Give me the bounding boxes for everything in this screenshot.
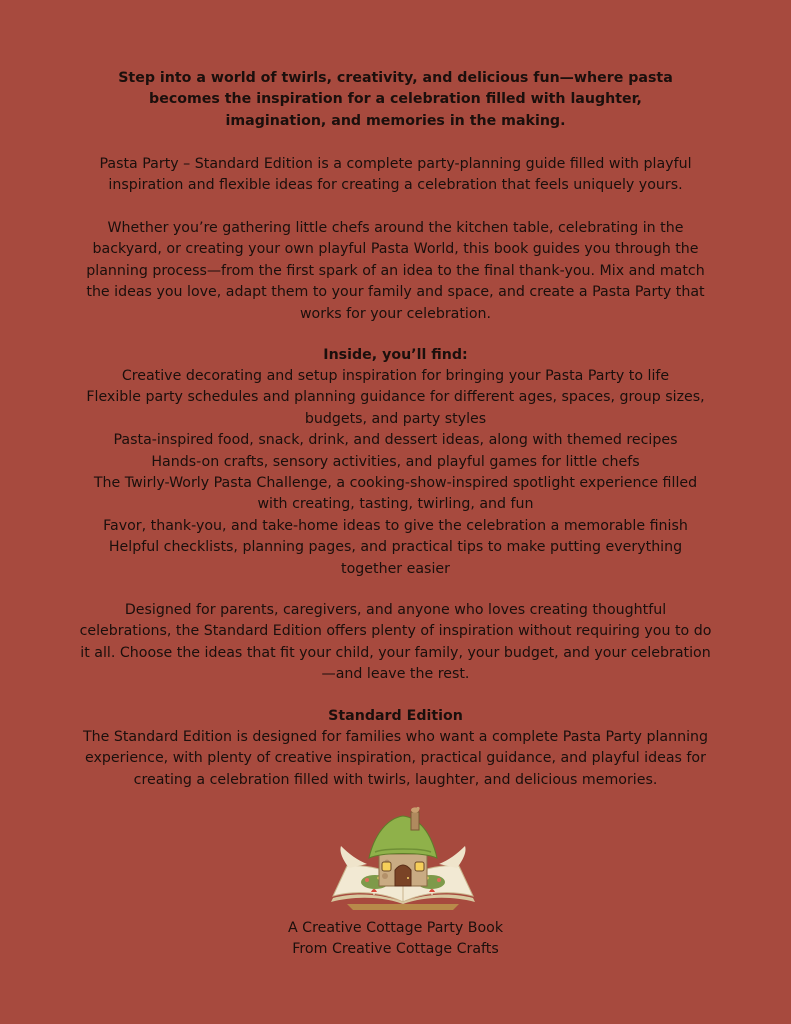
paragraph-line: backyard, or creating your own playful Pasta World, this book guides you through the — [92, 241, 699, 258]
inside-heading: Inside, you’ll find: — [323, 347, 468, 363]
paragraph-line: Pasta Party – Standard Edition is a complete party-planning guide filled with playful — [99, 156, 692, 172]
footer-line: From Creative Cottage Crafts — [292, 941, 499, 958]
paragraph-line: experience, with plenty of creative inspiration, practical guidance, and playful ideas for — [85, 750, 706, 767]
footer-credit — [78, 918, 713, 961]
feature-item: The Twirly-Worly Pasta Challenge, a cooking-show-inspired spotlight experience filled with creating, tasting, twirling, and fun — [93, 475, 698, 513]
cottage-on-open-book-icon — [327, 806, 479, 914]
inside-feature-list — [78, 366, 713, 580]
paragraph-line: the ideas you love, adapt them to your family and space, and create a Pasta Party that — [86, 284, 705, 301]
paragraph-line: Whether you’re gathering little chefs around the kitchen table, celebrating in the — [107, 220, 684, 236]
paragraph-line: Designed for parents, caregivers, and anyone who loves creating thoughtful — [124, 602, 667, 618]
paragraph-line: creating a celebration filled with twirls, laughter, and delicious memories. — [133, 771, 658, 788]
paragraph-line: inspiration and flexible ideas for creating a celebration that feels uniquely yours. — [108, 177, 683, 194]
paragraph-line: celebrations, the Standard Edition offers plenty of inspiration without requiring you to do — [79, 623, 712, 640]
planning-paragraph — [78, 218, 713, 325]
audience-paragraph — [78, 600, 713, 686]
standard-edition-heading: Standard Edition — [328, 708, 463, 724]
feature-item: Favor, thank-you, and take-home ideas to give the celebration a memorable finish — [103, 517, 688, 534]
paragraph-line: works for your celebration. — [299, 305, 492, 322]
intro-tagline — [78, 68, 713, 132]
footer-line: A Creative Cottage Party Book — [287, 920, 504, 936]
paragraph-line: it all. Choose the ideas that fit your child, your family, your budget, and your celebration — [80, 644, 711, 661]
intro-line: imagination, and memories in the making. — [225, 112, 566, 129]
description-paragraph — [78, 154, 713, 197]
standard-edition-paragraph — [78, 727, 713, 791]
feature-item: Pasta-inspired food, snack, drink, and dessert ideas, along with themed recipes — [113, 432, 678, 449]
intro-line: becomes the inspiration for a celebration filled with laughter, — [149, 91, 642, 108]
feature-item: Creative decorating and setup inspiration for bringing your Pasta Party to life — [121, 368, 670, 384]
feature-item: Helpful checklists, planning pages, and practical tips to make putting everything together easier — [108, 539, 683, 577]
paragraph-line: planning process—from the first spark of an idea to the final thank-you. Mix and match — [86, 262, 705, 279]
paragraph-line: —and leave the rest. — [321, 666, 470, 683]
feature-item: Flexible party schedules and planning guidance for different ages, spaces, group sizes, budgets, and party styles — [86, 389, 705, 427]
feature-item: Hands-on crafts, sensory activities, and playful games for little chefs — [151, 453, 640, 470]
paragraph-line: The Standard Edition is designed for families who want a complete Pasta Party planning — [82, 729, 709, 745]
intro-line: Step into a world of twirls, creativity, and delicious fun—where pasta — [118, 70, 673, 86]
